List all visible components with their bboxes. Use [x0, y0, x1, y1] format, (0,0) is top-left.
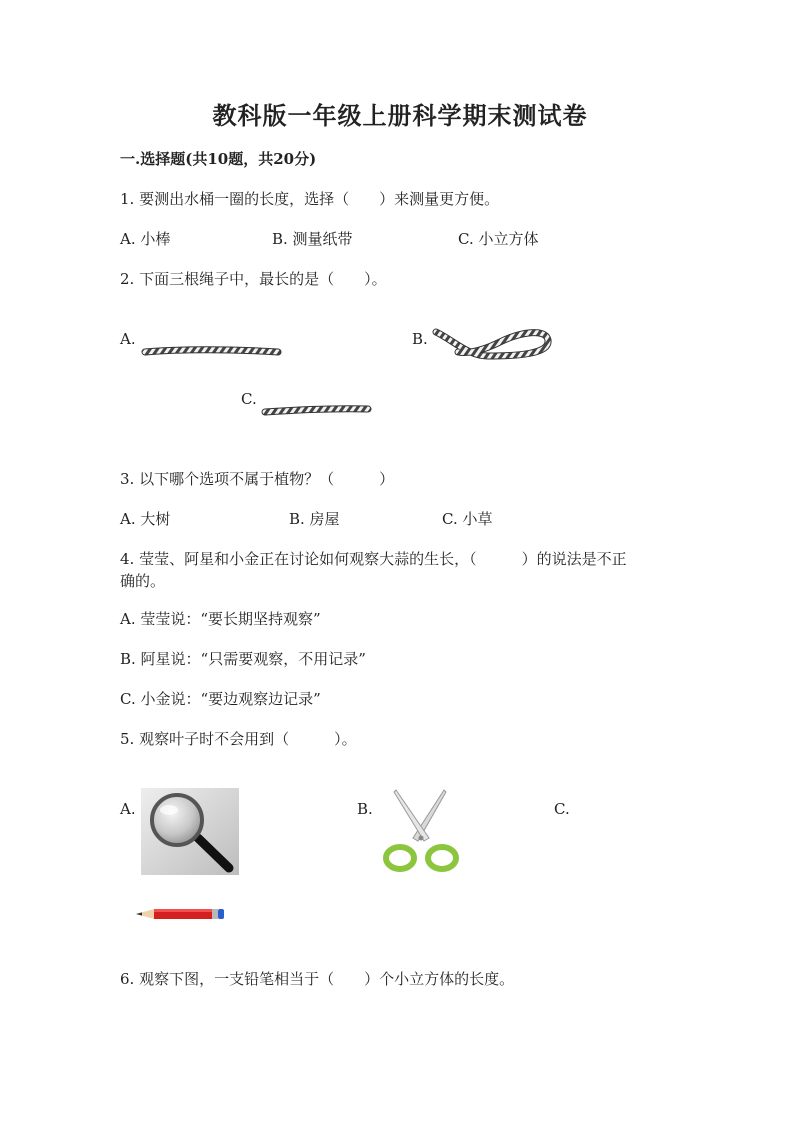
- question-2: 2. 下面三根绳子中，最长的是（ ）。: [120, 270, 387, 288]
- question-1: 1. 要测出水桶一圈的长度，选择（ ）来测量更方便。: [120, 190, 500, 208]
- question-5: 5. 观察叶子时不会用到（ ）。: [120, 730, 357, 748]
- q3-option-a: A. 大树: [120, 510, 171, 528]
- q5-label-c: C.: [554, 800, 570, 818]
- q1-option-a: A. 小棒: [120, 230, 171, 248]
- question-4-line1: 4. 莹莹、阿星和小金正在讨论如何观察大蒜的生长，（ ）的说法是不正: [120, 550, 627, 568]
- q1-option-b: B. 测量纸带: [272, 230, 353, 248]
- q2-label-a: A.: [120, 330, 136, 348]
- question-3: 3. 以下哪个选项不属于植物？（ ）: [120, 470, 395, 488]
- section-heading: 一.选择题(共10题，共20分): [120, 150, 317, 168]
- question-4-line2: 确的。: [120, 572, 166, 590]
- rope-a-image: [140, 340, 290, 364]
- q4-option-b: B. 阿星说：“只需要观察，不用记录”: [120, 650, 366, 668]
- rope-c-image: [260, 398, 375, 422]
- q3-option-b: B. 房屋: [289, 510, 340, 528]
- q5-label-a: A.: [120, 800, 136, 818]
- q5-label-b: B.: [357, 800, 373, 818]
- q3-option-c: C. 小草: [442, 510, 493, 528]
- q4-option-c: C. 小金说：“要边观察边记录”: [120, 690, 321, 708]
- magnifier-image: [141, 788, 239, 875]
- pencil-image: [136, 905, 226, 923]
- question-6: 6. 观察下图，一支铅笔相当于（ ）个小立方体的长度。: [120, 970, 515, 988]
- rope-b-image: [428, 322, 558, 366]
- q1-option-c: C. 小立方体: [458, 230, 539, 248]
- page-title: 教科版一年级上册科学期末测试卷: [212, 101, 588, 130]
- q2-label-b: B.: [412, 330, 428, 348]
- q4-option-a: A. 莹莹说：“要长期坚持观察”: [120, 610, 321, 628]
- scissors-image: [380, 786, 462, 878]
- q2-label-c: C.: [241, 390, 257, 408]
